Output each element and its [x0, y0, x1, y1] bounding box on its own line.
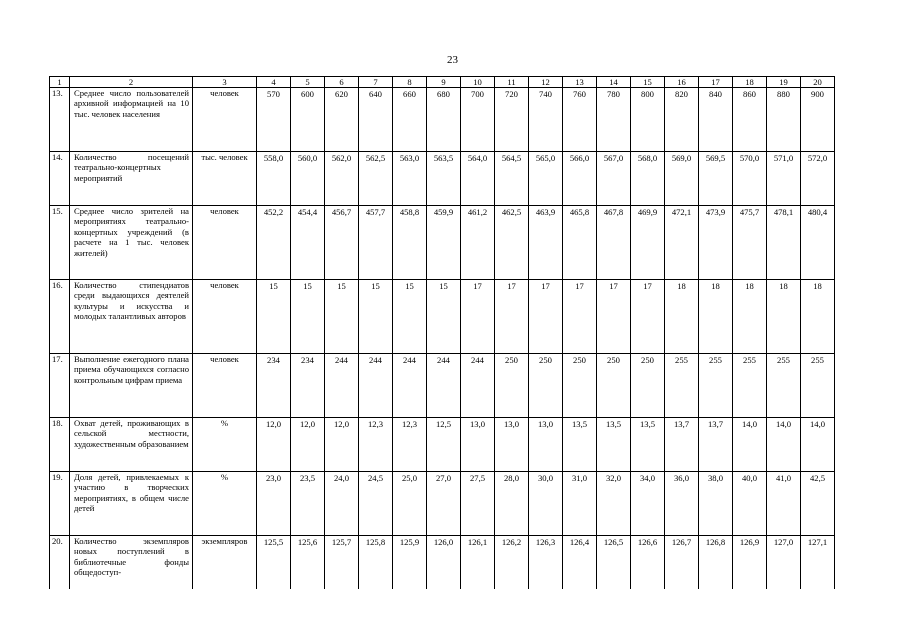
value-cell: 126,5: [597, 536, 631, 590]
column-header: 14: [597, 77, 631, 88]
column-header: 12: [529, 77, 563, 88]
column-header: 13: [563, 77, 597, 88]
value-cell: 900: [801, 88, 835, 152]
table-row: [50, 354, 835, 418]
indicator-name: Среднее число зрителей на мероприятиях театрально-концертных учреждений (в расчете на 1 тыс. человек жителей): [70, 206, 193, 280]
value-cell: 234: [291, 354, 325, 418]
value-cell: 820: [665, 88, 699, 152]
value-cell: 12,3: [393, 418, 427, 472]
table-row: [50, 536, 835, 590]
value-cell: 564,5: [495, 152, 529, 206]
value-cell: 461,2: [461, 206, 495, 280]
value-cell: 42,5: [801, 472, 835, 536]
value-cell: 18: [665, 280, 699, 354]
value-cell: 600: [291, 88, 325, 152]
table-row: [50, 472, 835, 536]
value-cell: 467,8: [597, 206, 631, 280]
value-cell: 566,0: [563, 152, 597, 206]
indicator-name: Количество посещений театрально-концертных мероприятий: [70, 152, 193, 206]
value-cell: 12,0: [257, 418, 291, 472]
row-number: 20.: [50, 536, 70, 590]
value-cell: 568,0: [631, 152, 665, 206]
indicator-name: Количество экземпляров новых поступлений в библиотечные фонды общедоступ-: [70, 536, 193, 590]
unit-of-measure: человек: [193, 354, 257, 418]
value-cell: 458,8: [393, 206, 427, 280]
value-cell: 480,4: [801, 206, 835, 280]
row-number: 13.: [50, 88, 70, 152]
row-number: 17.: [50, 354, 70, 418]
value-cell: 38,0: [699, 472, 733, 536]
value-cell: 244: [325, 354, 359, 418]
value-cell: 125,8: [359, 536, 393, 590]
value-cell: 780: [597, 88, 631, 152]
unit-of-measure: тыс. человек: [193, 152, 257, 206]
table-row: [50, 206, 835, 280]
value-cell: 127,0: [767, 536, 801, 590]
unit-of-measure: %: [193, 418, 257, 472]
value-cell: 15: [291, 280, 325, 354]
value-cell: 475,7: [733, 206, 767, 280]
table-header-row: [50, 77, 835, 88]
value-cell: 27,5: [461, 472, 495, 536]
unit-of-measure: %: [193, 472, 257, 536]
value-cell: 454,4: [291, 206, 325, 280]
value-cell: 472,1: [665, 206, 699, 280]
value-cell: 15: [393, 280, 427, 354]
value-cell: 255: [665, 354, 699, 418]
value-cell: 565,0: [529, 152, 563, 206]
value-cell: 126,4: [563, 536, 597, 590]
value-cell: 126,3: [529, 536, 563, 590]
value-cell: 13,7: [699, 418, 733, 472]
column-header: 20: [801, 77, 835, 88]
column-header: 1: [50, 77, 70, 88]
value-cell: 13,0: [461, 418, 495, 472]
page-number: 23: [447, 54, 458, 66]
value-cell: 127,1: [801, 536, 835, 590]
value-cell: 17: [563, 280, 597, 354]
value-cell: 15: [359, 280, 393, 354]
value-cell: 17: [631, 280, 665, 354]
value-cell: 126,2: [495, 536, 529, 590]
value-cell: 562,5: [359, 152, 393, 206]
value-cell: 14,0: [801, 418, 835, 472]
value-cell: 17: [597, 280, 631, 354]
value-cell: 255: [733, 354, 767, 418]
value-cell: 13,7: [665, 418, 699, 472]
column-header: 19: [767, 77, 801, 88]
value-cell: 244: [427, 354, 461, 418]
unit-of-measure: человек: [193, 280, 257, 354]
value-cell: 563,5: [427, 152, 461, 206]
value-cell: 24,0: [325, 472, 359, 536]
value-cell: 17: [529, 280, 563, 354]
unit-of-measure: экземпляров: [193, 536, 257, 590]
value-cell: 456,7: [325, 206, 359, 280]
value-cell: 18: [733, 280, 767, 354]
value-cell: 255: [767, 354, 801, 418]
value-cell: 32,0: [597, 472, 631, 536]
value-cell: 31,0: [563, 472, 597, 536]
value-cell: 13,0: [529, 418, 563, 472]
row-number: 15.: [50, 206, 70, 280]
indicator-name: Среднее число пользователей архивной информацией на 10 тыс. человек населения: [70, 88, 193, 152]
value-cell: 640: [359, 88, 393, 152]
value-cell: 23,5: [291, 472, 325, 536]
column-header: 10: [461, 77, 495, 88]
value-cell: 15: [257, 280, 291, 354]
row-number: 18.: [50, 418, 70, 472]
value-cell: 125,9: [393, 536, 427, 590]
value-cell: 25,0: [393, 472, 427, 536]
indicator-name: Выполнение ежегодного плана приема обучающихся согласно контрольным цифрам приема: [70, 354, 193, 418]
indicators-table: [49, 76, 835, 589]
indicator-name: Количество стипендиатов среди выдающихся деятелей культуры и искусства и молодых талантливых авторов: [70, 280, 193, 354]
column-header: 3: [193, 77, 257, 88]
value-cell: 40,0: [733, 472, 767, 536]
value-cell: 462,5: [495, 206, 529, 280]
column-header: 11: [495, 77, 529, 88]
column-header: 15: [631, 77, 665, 88]
value-cell: 255: [801, 354, 835, 418]
value-cell: 36,0: [665, 472, 699, 536]
value-cell: 30,0: [529, 472, 563, 536]
value-cell: 14,0: [767, 418, 801, 472]
value-cell: 244: [393, 354, 427, 418]
value-cell: 41,0: [767, 472, 801, 536]
value-cell: 18: [801, 280, 835, 354]
value-cell: 17: [495, 280, 529, 354]
value-cell: 567,0: [597, 152, 631, 206]
value-cell: 860: [733, 88, 767, 152]
row-number: 19.: [50, 472, 70, 536]
row-number: 14.: [50, 152, 70, 206]
unit-of-measure: человек: [193, 88, 257, 152]
value-cell: 18: [767, 280, 801, 354]
value-cell: 463,9: [529, 206, 563, 280]
value-cell: 660: [393, 88, 427, 152]
value-cell: 12,3: [359, 418, 393, 472]
indicator-name: Доля детей, привлекаемых к участию в творческих мероприятиях, в общем числе детей: [70, 472, 193, 536]
table-row: [50, 418, 835, 472]
value-cell: 244: [461, 354, 495, 418]
value-cell: 558,0: [257, 152, 291, 206]
value-cell: 457,7: [359, 206, 393, 280]
value-cell: 12,5: [427, 418, 461, 472]
column-header: 18: [733, 77, 767, 88]
value-cell: 17: [461, 280, 495, 354]
value-cell: 18: [699, 280, 733, 354]
column-header: 9: [427, 77, 461, 88]
column-header: 2: [70, 77, 193, 88]
value-cell: 452,2: [257, 206, 291, 280]
value-cell: 126,0: [427, 536, 461, 590]
column-header: 5: [291, 77, 325, 88]
value-cell: 125,5: [257, 536, 291, 590]
column-header: 17: [699, 77, 733, 88]
value-cell: 760: [563, 88, 597, 152]
value-cell: 34,0: [631, 472, 665, 536]
value-cell: 569,0: [665, 152, 699, 206]
table-row: [50, 88, 835, 152]
value-cell: 478,1: [767, 206, 801, 280]
value-cell: 459,9: [427, 206, 461, 280]
value-cell: 570: [257, 88, 291, 152]
value-cell: 126,8: [699, 536, 733, 590]
value-cell: 250: [563, 354, 597, 418]
value-cell: 15: [427, 280, 461, 354]
value-cell: 13,5: [631, 418, 665, 472]
row-number: 16.: [50, 280, 70, 354]
value-cell: 13,5: [597, 418, 631, 472]
value-cell: 250: [529, 354, 563, 418]
value-cell: 244: [359, 354, 393, 418]
value-cell: 563,0: [393, 152, 427, 206]
value-cell: 569,5: [699, 152, 733, 206]
value-cell: 13,5: [563, 418, 597, 472]
value-cell: 28,0: [495, 472, 529, 536]
value-cell: 13,0: [495, 418, 529, 472]
value-cell: 840: [699, 88, 733, 152]
unit-of-measure: человек: [193, 206, 257, 280]
table-row: [50, 280, 835, 354]
value-cell: 126,6: [631, 536, 665, 590]
value-cell: 126,9: [733, 536, 767, 590]
column-header: 8: [393, 77, 427, 88]
column-header: 7: [359, 77, 393, 88]
value-cell: 680: [427, 88, 461, 152]
value-cell: 620: [325, 88, 359, 152]
indicator-name: Охват детей, проживающих в сельской местности, художественным образованием: [70, 418, 193, 472]
value-cell: 572,0: [801, 152, 835, 206]
value-cell: 700: [461, 88, 495, 152]
value-cell: 250: [495, 354, 529, 418]
value-cell: 564,0: [461, 152, 495, 206]
value-cell: 571,0: [767, 152, 801, 206]
value-cell: 12,0: [325, 418, 359, 472]
value-cell: 126,7: [665, 536, 699, 590]
column-header: 6: [325, 77, 359, 88]
value-cell: 473,9: [699, 206, 733, 280]
value-cell: 800: [631, 88, 665, 152]
value-cell: 24,5: [359, 472, 393, 536]
value-cell: 255: [699, 354, 733, 418]
value-cell: 740: [529, 88, 563, 152]
value-cell: 234: [257, 354, 291, 418]
value-cell: 14,0: [733, 418, 767, 472]
value-cell: 250: [631, 354, 665, 418]
value-cell: 12,0: [291, 418, 325, 472]
value-cell: 570,0: [733, 152, 767, 206]
value-cell: 23,0: [257, 472, 291, 536]
value-cell: 562,0: [325, 152, 359, 206]
column-header: 4: [257, 77, 291, 88]
value-cell: 469,9: [631, 206, 665, 280]
value-cell: 15: [325, 280, 359, 354]
value-cell: 465,8: [563, 206, 597, 280]
table-row: [50, 152, 835, 206]
value-cell: 126,1: [461, 536, 495, 590]
value-cell: 880: [767, 88, 801, 152]
value-cell: 560,0: [291, 152, 325, 206]
value-cell: 125,7: [325, 536, 359, 590]
column-header: 16: [665, 77, 699, 88]
value-cell: 27,0: [427, 472, 461, 536]
value-cell: 250: [597, 354, 631, 418]
value-cell: 125,6: [291, 536, 325, 590]
value-cell: 720: [495, 88, 529, 152]
